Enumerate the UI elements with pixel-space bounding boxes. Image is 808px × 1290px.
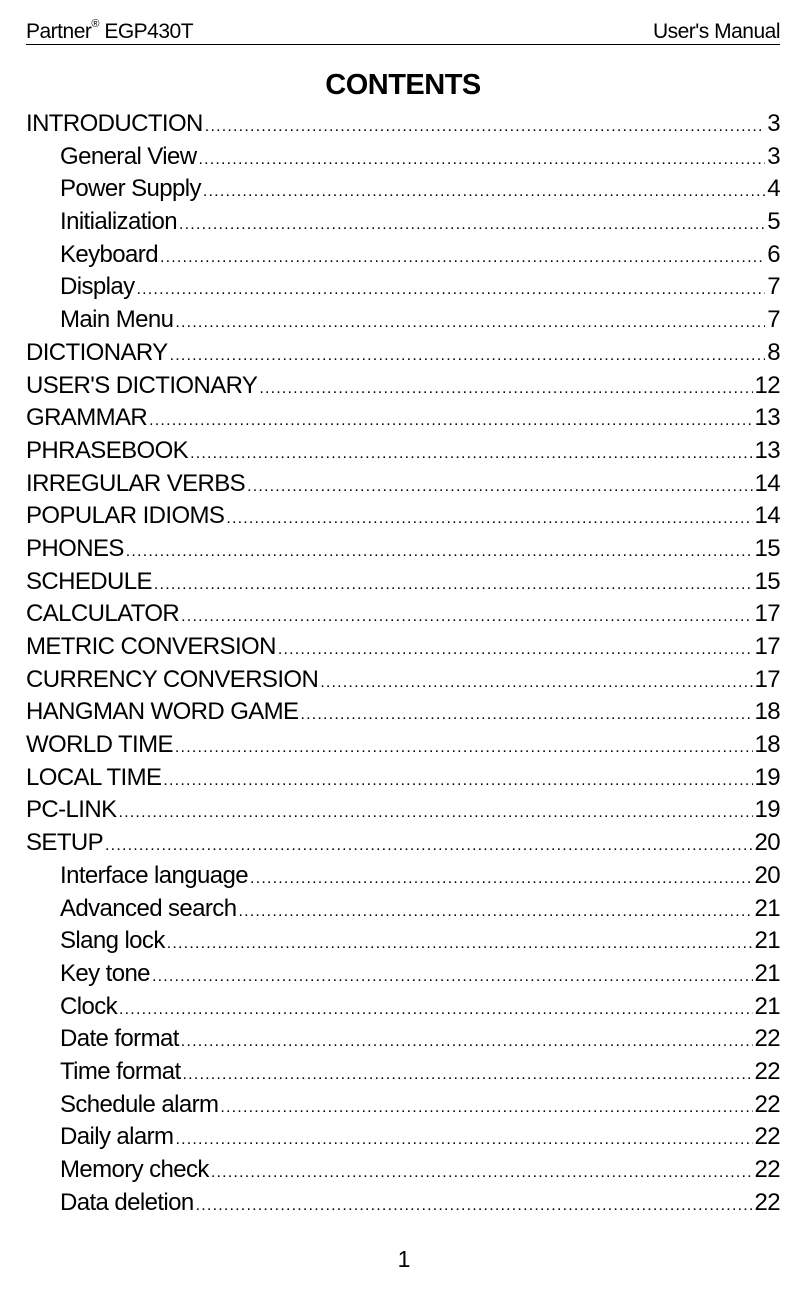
toc-entry-label: PC-LINK bbox=[26, 796, 117, 824]
toc-entry-page: 3 bbox=[767, 142, 780, 170]
toc-entry-label: Initialization bbox=[60, 208, 178, 236]
dot-leader bbox=[250, 863, 752, 896]
toc-entry bbox=[26, 533, 780, 566]
dot-leader bbox=[119, 797, 753, 830]
dot-leader bbox=[160, 242, 765, 275]
dot-leader bbox=[181, 601, 752, 634]
toc-entry-label: Advanced search bbox=[60, 894, 237, 922]
toc-entry-label: WORLD TIME bbox=[26, 731, 173, 759]
toc-entry bbox=[26, 1154, 780, 1187]
toc-entry-label: POPULAR IDIOMS bbox=[26, 502, 225, 530]
toc-entry-page: 21 bbox=[754, 992, 780, 1020]
toc-entry-page: 7 bbox=[767, 273, 780, 301]
dot-leader bbox=[259, 373, 752, 406]
toc-entry-label: Main Menu bbox=[60, 306, 174, 334]
toc-entry-label: CALCULATOR bbox=[26, 600, 180, 628]
dot-leader bbox=[154, 569, 753, 602]
toc-entry-label: METRIC CONVERSION bbox=[26, 633, 276, 660]
dot-leader bbox=[170, 340, 766, 373]
toc-entry bbox=[26, 108, 780, 141]
toc-entry-page: 20 bbox=[754, 829, 780, 857]
toc-entry-page: 18 bbox=[754, 731, 780, 759]
dot-leader bbox=[226, 503, 752, 536]
toc-entry-page: 21 bbox=[754, 959, 780, 987]
dot-leader bbox=[211, 1157, 753, 1190]
toc-entry bbox=[26, 468, 780, 501]
page-number: 1 bbox=[397, 1246, 411, 1272]
toc-entry-page: 8 bbox=[767, 338, 780, 366]
toc-entry-page: 6 bbox=[767, 240, 780, 268]
toc-entry bbox=[26, 925, 780, 958]
running-header bbox=[26, 18, 780, 45]
dot-leader bbox=[163, 765, 752, 798]
dot-leader bbox=[152, 961, 753, 994]
dot-leader bbox=[198, 144, 765, 177]
dot-leader bbox=[137, 274, 766, 307]
toc-entry-page: 15 bbox=[754, 534, 780, 562]
header-product bbox=[26, 20, 193, 44]
toc-entry bbox=[26, 1089, 780, 1122]
dot-leader bbox=[205, 111, 765, 144]
toc-entry bbox=[26, 271, 780, 304]
dot-leader bbox=[190, 438, 752, 471]
dot-leader bbox=[181, 1026, 753, 1059]
toc-entry-page: 19 bbox=[754, 763, 780, 791]
toc-entry-label: Schedule alarm bbox=[60, 1090, 219, 1118]
toc-entry bbox=[26, 206, 780, 239]
toc-entry-label: General View bbox=[60, 142, 197, 170]
toc-entry bbox=[26, 696, 780, 729]
toc-entry-page: 5 bbox=[767, 208, 780, 236]
toc-entry-label: CURRENCY CONVERSION bbox=[26, 665, 319, 693]
dot-leader bbox=[183, 1059, 753, 1092]
toc-entry bbox=[26, 141, 780, 174]
toc-entry-page: 14 bbox=[754, 469, 780, 497]
toc-entry-page: 17 bbox=[754, 600, 780, 628]
toc-entry-page: 19 bbox=[754, 796, 780, 824]
toc-entry-label: Clock bbox=[60, 992, 118, 1020]
toc-entry bbox=[26, 402, 780, 435]
toc-entry bbox=[26, 958, 780, 991]
header-manual-title: User's Manual bbox=[652, 20, 780, 43]
toc-entry bbox=[26, 173, 780, 206]
toc-entry-label: DICTIONARY bbox=[26, 338, 168, 366]
dot-leader bbox=[175, 732, 753, 765]
table-of-contents bbox=[26, 108, 780, 1219]
registered-mark: ® bbox=[91, 18, 99, 30]
toc-entry bbox=[26, 598, 780, 631]
toc-entry-label: Time format bbox=[60, 1057, 181, 1085]
dot-leader bbox=[126, 536, 753, 569]
toc-entry-label: HANGMAN WORD GAME bbox=[26, 698, 299, 726]
toc-entry bbox=[26, 1187, 780, 1220]
toc-entry-label: Memory check bbox=[60, 1156, 209, 1183]
toc-entry bbox=[26, 435, 780, 468]
toc-entry bbox=[26, 860, 780, 893]
toc-entry-label: Data deletion bbox=[60, 1188, 194, 1216]
header-model: EGP430T bbox=[98, 20, 194, 43]
dot-leader bbox=[175, 1124, 752, 1157]
toc-entry-label: GRAMMAR bbox=[26, 404, 148, 432]
toc-entry-label: SCHEDULE bbox=[26, 567, 152, 595]
header-brand: Partner bbox=[26, 20, 92, 43]
toc-entry-page: 22 bbox=[754, 1057, 780, 1085]
toc-entry-page: 20 bbox=[754, 861, 780, 889]
toc-entry bbox=[26, 827, 780, 860]
toc-entry bbox=[26, 664, 780, 697]
toc-entry-page: 12 bbox=[754, 371, 780, 399]
dot-leader bbox=[278, 634, 753, 667]
toc-entry bbox=[26, 893, 780, 926]
toc-entry-page: 22 bbox=[754, 1090, 780, 1118]
toc-entry-label: PHONES bbox=[26, 534, 124, 562]
dot-leader bbox=[149, 405, 752, 438]
dot-leader bbox=[247, 471, 752, 504]
toc-entry bbox=[26, 500, 780, 533]
toc-entry bbox=[26, 304, 780, 337]
toc-entry-label: USER'S DICTIONARY bbox=[26, 371, 258, 399]
toc-entry bbox=[26, 794, 780, 827]
dot-leader bbox=[179, 209, 765, 242]
dot-leader bbox=[167, 928, 753, 961]
toc-entry bbox=[26, 1056, 780, 1089]
toc-entry-page: 15 bbox=[754, 567, 780, 595]
toc-entry bbox=[26, 239, 780, 272]
toc-entry-page: 22 bbox=[754, 1025, 780, 1053]
toc-entry-page: 17 bbox=[754, 665, 780, 693]
toc-entry-label: Slang lock bbox=[60, 927, 165, 955]
toc-entry-label: Keyboard bbox=[60, 240, 158, 268]
toc-entry-page: 17 bbox=[754, 633, 780, 660]
toc-entry-page: 3 bbox=[767, 110, 780, 137]
dot-leader bbox=[220, 1092, 752, 1125]
toc-entry-label: Interface language bbox=[60, 861, 249, 889]
toc-entry-label: Display bbox=[60, 273, 135, 301]
toc-entry-label: INTRODUCTION bbox=[26, 110, 203, 137]
toc-entry-page: 22 bbox=[754, 1188, 780, 1216]
toc-entry bbox=[26, 991, 780, 1024]
dot-leader bbox=[203, 176, 765, 209]
page-title: CONTENTS bbox=[325, 69, 481, 101]
toc-entry-label: Daily alarm bbox=[60, 1123, 174, 1151]
toc-entry-label: Power Supply bbox=[60, 175, 201, 203]
toc-entry bbox=[26, 370, 780, 403]
toc-entry-page: 7 bbox=[767, 306, 780, 334]
toc-entry bbox=[26, 1023, 780, 1056]
toc-entry-label: IRREGULAR VERBS bbox=[26, 469, 246, 497]
toc-entry-label: PHRASEBOOK bbox=[26, 436, 189, 464]
toc-entry-page: 18 bbox=[754, 698, 780, 726]
toc-entry-label: LOCAL TIME bbox=[26, 763, 162, 791]
toc-entry bbox=[26, 1121, 780, 1154]
toc-entry-page: 22 bbox=[754, 1156, 780, 1183]
dot-leader bbox=[238, 896, 752, 929]
toc-entry bbox=[26, 631, 780, 664]
toc-entry bbox=[26, 729, 780, 762]
toc-entry-label: Key tone bbox=[60, 959, 150, 987]
dot-leader bbox=[119, 994, 752, 1027]
toc-entry-page: 21 bbox=[754, 894, 780, 922]
toc-entry-label: Date format bbox=[60, 1025, 179, 1053]
toc-entry-page: 21 bbox=[754, 927, 780, 955]
dot-leader bbox=[300, 699, 752, 732]
toc-entry-page: 22 bbox=[754, 1123, 780, 1151]
toc-entry-label: SETUP bbox=[26, 829, 104, 857]
toc-entry bbox=[26, 337, 780, 370]
dot-leader bbox=[320, 667, 752, 700]
toc-entry bbox=[26, 566, 780, 599]
dot-leader bbox=[196, 1190, 753, 1223]
toc-entry-page: 4 bbox=[767, 175, 780, 203]
dot-leader bbox=[175, 307, 765, 340]
dot-leader bbox=[105, 830, 752, 863]
toc-entry-page: 14 bbox=[754, 502, 780, 530]
toc-entry-page: 13 bbox=[754, 436, 780, 464]
toc-entry bbox=[26, 762, 780, 795]
toc-entry-page: 13 bbox=[754, 404, 780, 432]
